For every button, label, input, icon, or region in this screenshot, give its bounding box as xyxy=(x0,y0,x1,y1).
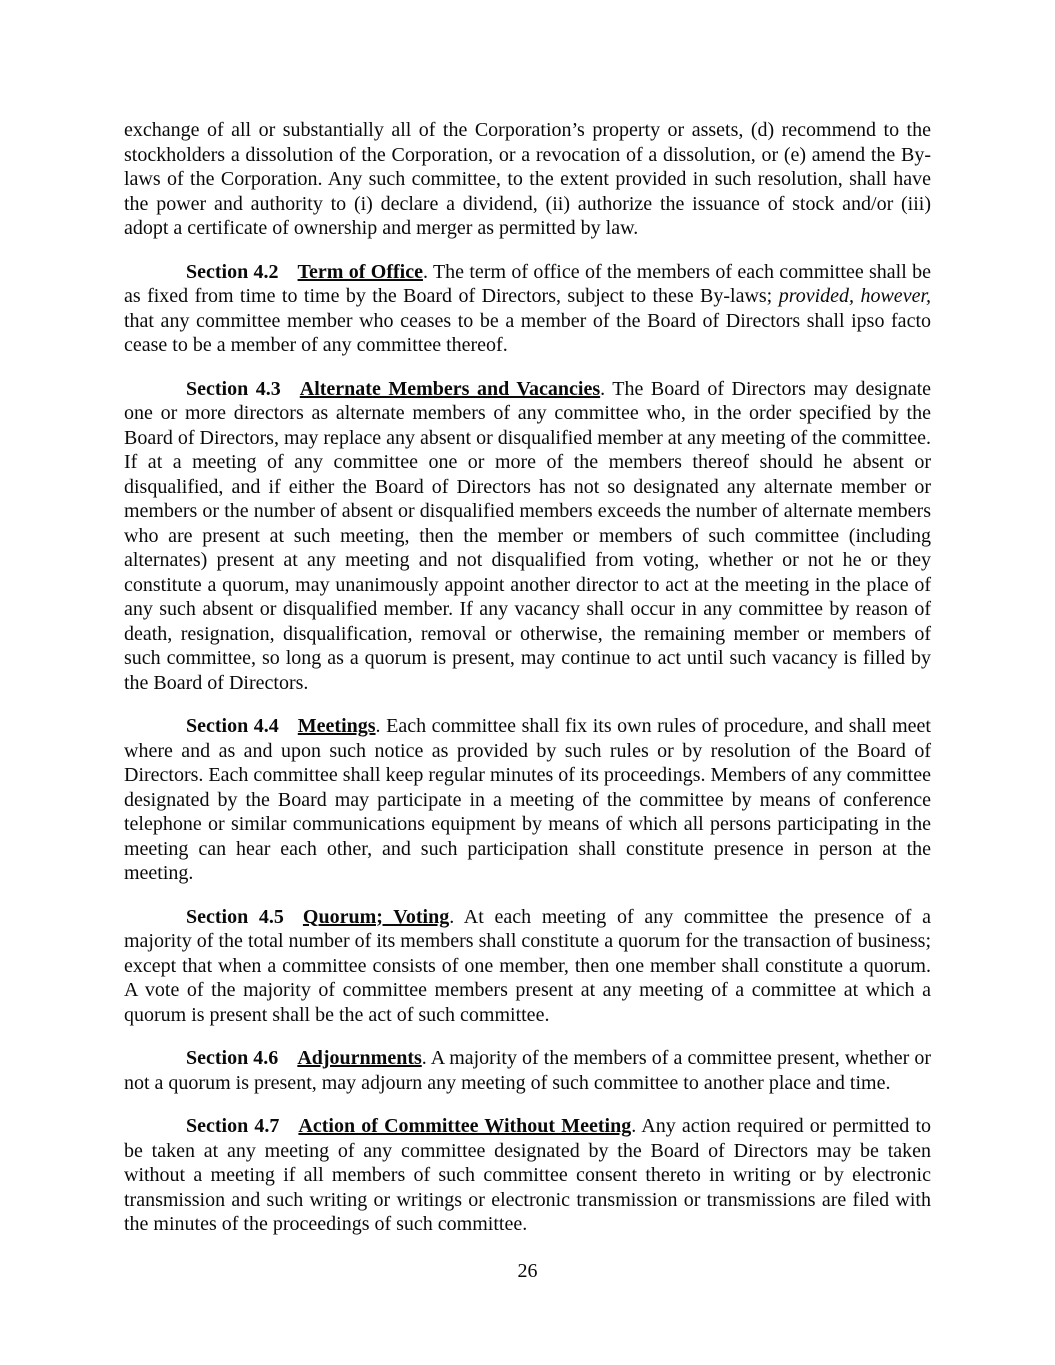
section-4-3-body: . The Board of Directors may designate one or more directors as alternate members of any committee who, in the order specified by the Board of Directors, may replace any absent or disqualified member at any meeting of the committee. If at a meeting of any committee one or more of the members thereof should he absent or disqualified, and if either the Board of Directors has not so designated any alternate member or members or the number of absent or disqualified members exceeds the number of alternate members who are present at such meeting, then the member or members of such committee (including alternates) present at any meeting and not disqualified from voting, whether or not he or they constitute a quorum, may unanimously appoint another director to act at the meeting in the place of any such absent or disqualified member. If any vacancy shall occur in any committee by reason of death, resignation, disqualification, removal or otherwise, the remaining member or members of such committee, so long as a quorum is present, may continue to act until such vacancy is filled by the Board of Directors. xyxy=(124,377,932,694)
section-4-4-title: Meetings xyxy=(297,715,376,737)
section-4-3-paragraph xyxy=(124,377,931,696)
section-4-2-title: Term of Office xyxy=(297,260,423,283)
page-number: 26 xyxy=(517,1259,538,1282)
section-4-2-number: Section 4.2 xyxy=(186,260,279,283)
section-4-7-title: Action of Committee Without Meeting xyxy=(298,1115,632,1137)
section-4-2-paragraph xyxy=(124,260,931,358)
section-4-2-body: . The term of office of the members of each committee shall be as fixed from time to time by the Board of Directors, subject to these By-laws; xyxy=(124,260,932,307)
section-4-7-paragraph xyxy=(124,1114,931,1237)
section-4-6-number: Section 4.6 xyxy=(186,1047,279,1069)
section-4-4-paragraph xyxy=(124,714,931,886)
section-4-5-title: Quorum; Voting xyxy=(302,905,450,928)
continuation-paragraph-text: exchange of all or substantially all of the Corporation’s property or assets, (d) recommend to the stockholders a dissolution of the Corporation, or a revocation of a dissolution, or (e) amend the By-laws of the Corporation. Any such committee, to the extent provided in such resolution, shall have the power and authority to (i) declare a dividend, (ii) authorize the issuance of stock and/or (iii) adopt a certificate of ownership and merger as permitted by law. xyxy=(124,119,931,239)
section-4-3-number: Section 4.3 xyxy=(186,377,281,400)
section-4-6-paragraph xyxy=(124,1046,931,1095)
section-4-7-body: . Any action required or permitted to be taken at any meeting of any committee designated by the Board of Directors may be taken without a meeting if all members of such committee consent thereto in writing or by electronic transmission and such writing or writings or electronic transmission or transmissions are filed with the minutes of the proceedings of such committee. xyxy=(124,1115,931,1235)
section-4-6-body: . A majority of the members of a committee present, whether or not a quorum is present, may adjourn any meeting of such committee to another place and time. xyxy=(124,1047,931,1094)
section-4-5-body: . At each meeting of any committee the presence of a majority of the total number of its members shall constitute a quorum for the transaction of business; except that when a committee consists of one member, then one member shall constitute a quorum. A vote of the majority of committee members present at any meeting of a committee at which a quorum is present shall be the act of such committee. xyxy=(124,905,932,1026)
section-4-2-body-continued: that any committee member who ceases to be a member of the Board of Directors shall ipso facto cease to be a member of any committee thereof. xyxy=(124,309,931,356)
section-4-4-number: Section 4.4 xyxy=(186,715,279,737)
continuation-paragraph xyxy=(124,118,931,241)
section-4-5-paragraph xyxy=(124,905,931,1028)
section-4-6-title: Adjournments xyxy=(297,1047,422,1069)
section-4-4-body: . Each committee shall fix its own rules of procedure, and shall meet where and as and upon such notice as provided by such rules or by resolution of the Board of Directors. Each committee shall keep regular minutes of its proceedings. Members of any committee designated by the Board may participate in a meeting of the committee by means of conference telephone or similar communications equipment by means of which all persons participating in the meeting can hear each other, and such participation shall constitute presence in person at the meeting. xyxy=(124,715,931,884)
section-4-2-italic-phrase: provided, however, xyxy=(778,285,932,307)
section-4-5-number: Section 4.5 xyxy=(186,905,284,928)
section-4-7-number: Section 4.7 xyxy=(186,1115,280,1137)
section-4-3-title: Alternate Members and Vacancies xyxy=(299,377,601,400)
